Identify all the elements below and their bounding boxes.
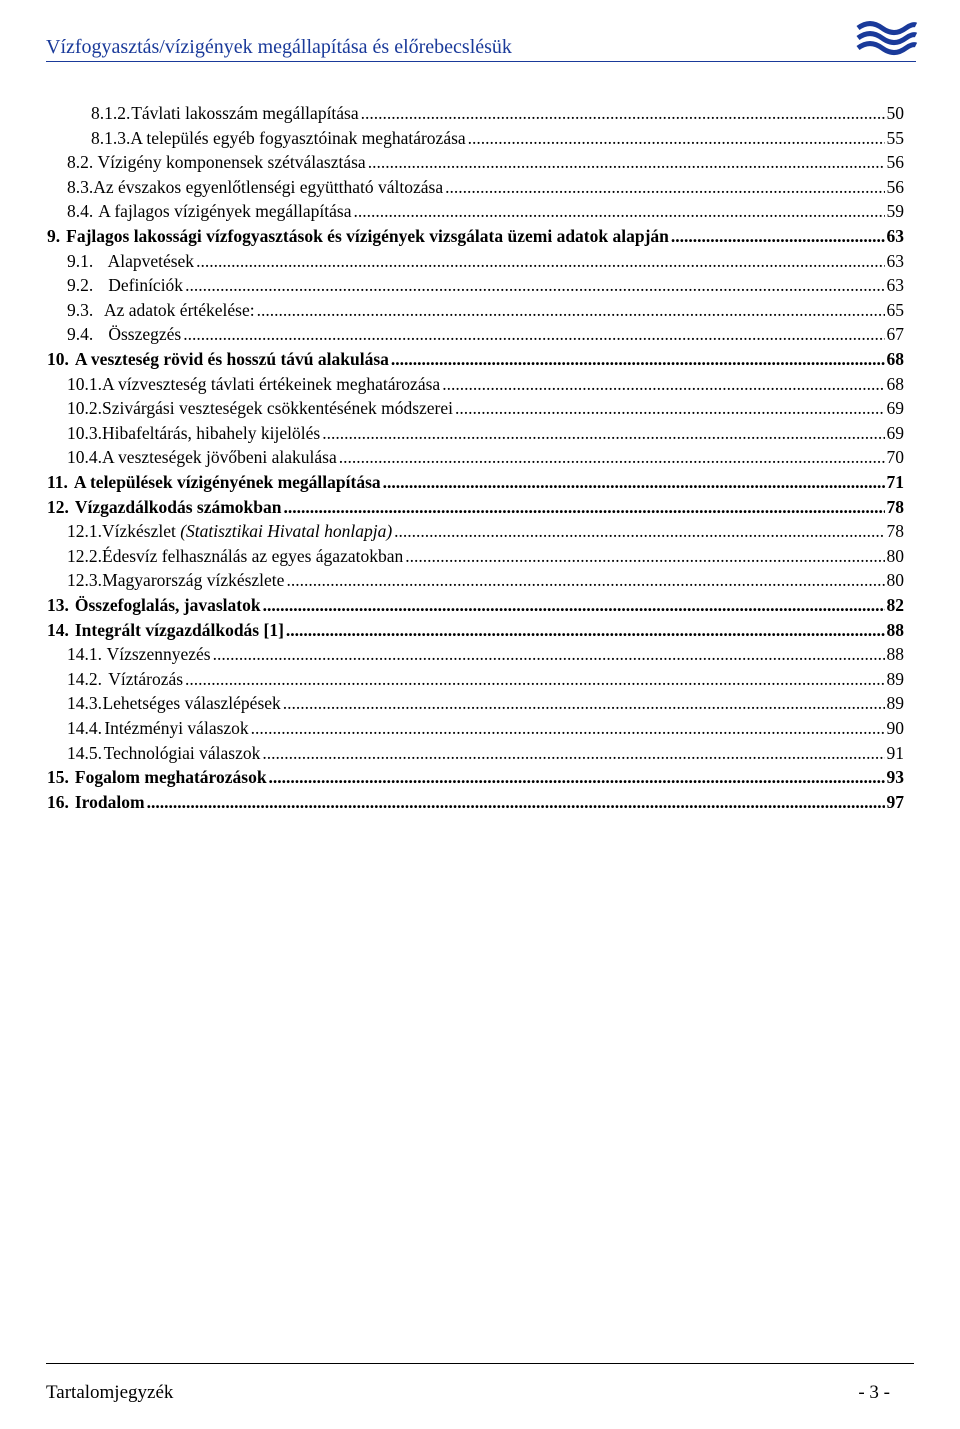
toc-dot-leader	[251, 716, 885, 740]
toc-entry-title-text: Technológiai válaszok	[103, 742, 261, 763]
toc-entry-title	[104, 298, 255, 322]
toc-entry-title	[75, 765, 267, 789]
toc-entry-number: 8.1.2.	[91, 103, 131, 123]
toc-entry[interactable]	[47, 470, 904, 494]
toc-entry-number: 14.4.	[67, 718, 102, 738]
toc-entry[interactable]	[67, 175, 904, 199]
toc-entry-page: 63	[886, 275, 904, 296]
toc-entry-number: 11.	[47, 472, 68, 492]
toc-entry-page: 89	[886, 693, 904, 714]
toc-dot-leader	[185, 667, 884, 691]
toc-entry[interactable]	[47, 224, 904, 248]
page-number: - 3 -	[858, 1382, 890, 1403]
toc-entry-number: 14.5.	[67, 742, 102, 763]
toc-entry-page: 56	[886, 152, 904, 173]
waves-icon	[856, 20, 918, 56]
toc-entry-number: 10.4.	[67, 447, 102, 468]
toc-entry-title-text: Szivárgási veszteségek csökkentésének módszerei	[102, 398, 454, 419]
toc-entry[interactable]	[67, 741, 904, 765]
toc-entry-page: 70	[886, 447, 904, 468]
toc-dot-leader	[671, 224, 885, 248]
toc-entry[interactable]	[67, 396, 904, 420]
toc-entry-number: 10.1.	[67, 373, 102, 394]
toc-entry[interactable]	[47, 495, 904, 519]
toc-dot-leader	[394, 519, 884, 543]
toc-entry[interactable]	[67, 716, 904, 740]
toc-entry[interactable]	[67, 691, 904, 715]
header-rule	[46, 61, 916, 62]
toc-entry[interactable]	[47, 618, 904, 642]
toc-dot-leader	[445, 175, 884, 199]
toc-entry[interactable]	[67, 372, 904, 396]
toc-entry-page: 67	[886, 324, 904, 345]
toc-entry-title-text: Édesvíz felhasználás az egyes ágazatokban	[102, 545, 404, 566]
toc-dot-leader	[185, 273, 884, 297]
toc-entry-title-text: Vízigény komponensek szétválasztása	[97, 152, 366, 173]
toc-entry-number: 14.	[47, 619, 69, 640]
toc-entry-number: 9.1.	[67, 250, 94, 271]
toc-entry-title	[102, 691, 280, 715]
toc-entry-page: 78	[886, 521, 904, 542]
toc-entry[interactable]	[91, 126, 904, 150]
toc-entry-number: 12.3.	[67, 570, 102, 591]
toc-dot-leader	[262, 741, 884, 765]
toc-dot-leader	[383, 470, 885, 494]
toc-entry[interactable]	[47, 790, 904, 814]
toc-entry-title-text: Irodalom	[74, 791, 145, 812]
toc-entry-title	[75, 618, 284, 642]
toc-entry-title-text: Az évszakos egyenlőtlenségi együttható változása	[93, 176, 444, 197]
toc-entry-title	[104, 741, 261, 765]
toc-entry-number: 8.4.	[67, 201, 94, 222]
toc-entry[interactable]	[91, 101, 904, 125]
toc-entry-title-text: Vízgazdálkodás számokban	[74, 496, 282, 517]
toc-entry-title-text: A település egyéb fogyasztóinak meghatározása	[130, 127, 466, 148]
toc-entry-page: 65	[886, 299, 904, 320]
toc-entry-title	[104, 716, 248, 740]
toc-entry-number: 14.2.	[67, 668, 102, 689]
toc-entry-number: 10.2.	[67, 398, 102, 419]
toc-entry-title-text: A fajlagos vízigények megállapítása	[98, 201, 352, 222]
toc-entry-title	[93, 175, 443, 199]
toc-entry-page: 80	[886, 570, 904, 591]
toc-entry-title-text: A vízveszteség távlati értékeinek meghatározása	[102, 373, 441, 394]
toc-entry-title	[108, 667, 183, 691]
toc-entry[interactable]	[67, 322, 904, 346]
toc-entry-title-text: Az adatok értékelése:	[104, 299, 255, 320]
toc-dot-leader	[263, 593, 885, 617]
toc-entry-title	[102, 396, 453, 420]
toc-entry-title-text: Hibafeltárás, hibahely kijelölés	[102, 422, 321, 443]
toc-entry-page: 78	[886, 496, 904, 517]
toc-entry-number: 15.	[47, 767, 69, 788]
toc-entry[interactable]	[47, 347, 904, 371]
toc-entry-title-text: Víztározás	[108, 668, 184, 689]
toc-dot-leader	[257, 298, 885, 322]
toc-entry-page: 71	[886, 472, 904, 492]
toc-entry[interactable]	[67, 273, 904, 297]
toc-entry-page: 88	[886, 619, 904, 640]
toc-entry-page: 91	[886, 742, 904, 763]
toc-entry-page: 68	[886, 349, 904, 369]
toc-entry-title	[75, 593, 261, 617]
toc-entry-number: 14.3.	[67, 693, 102, 714]
toc-entry-title-text: Fogalom meghatározások	[74, 767, 267, 788]
toc-entry-number: 8.2.	[67, 152, 94, 173]
toc-entry-title-text: Definíciók	[108, 275, 184, 296]
toc-entry[interactable]	[67, 298, 904, 322]
toc-entry-title-text: Vízszennyezés	[106, 644, 211, 665]
toc-entry-number: 12.	[47, 496, 69, 517]
toc-entry-number: 14.1.	[67, 644, 102, 665]
toc-entry-title	[66, 224, 669, 248]
toc-entry-page: 59	[886, 201, 904, 222]
toc-entry-number: 13.	[47, 595, 69, 615]
toc-entry-title	[102, 421, 320, 445]
toc-dot-leader	[269, 765, 885, 789]
toc-entry-title-text: A veszteség rövid és hosszú távú alakulása	[74, 349, 389, 369]
toc-entry-title-text: Összegzés	[108, 324, 182, 345]
toc-entry[interactable]	[67, 199, 904, 223]
toc-entry-page: 63	[886, 250, 904, 271]
toc-entry[interactable]	[47, 593, 904, 617]
toc-dot-leader	[286, 568, 884, 592]
toc-dot-leader	[339, 445, 885, 469]
toc-entry[interactable]	[47, 765, 904, 789]
toc-dot-leader	[353, 199, 884, 223]
toc-entry-title	[108, 273, 183, 297]
toc-dot-leader	[147, 790, 885, 814]
footer-section-label: Tartalomjegyzék	[46, 1382, 174, 1403]
toc-entry-page: 69	[886, 422, 904, 443]
toc-dot-leader	[442, 372, 884, 396]
toc-entry-title	[102, 445, 337, 469]
toc-dot-leader	[196, 249, 884, 273]
toc-entry-number: 9.4.	[67, 324, 94, 345]
toc-entry-title-text: Integrált vízgazdálkodás [1]	[74, 619, 284, 640]
page-footer	[46, 1363, 914, 1404]
toc-entry[interactable]	[67, 544, 904, 568]
toc-entry-title-text: Fajlagos lakossági vízfogyasztások és vízigények vizsgálata üzemi adatok alapján	[66, 226, 669, 246]
toc-entry-page: 55	[886, 127, 904, 148]
toc-entry-title-text: Lehetséges válaszlépések	[102, 693, 281, 714]
toc-entry-page: 56	[886, 176, 904, 197]
toc-entry-title	[102, 544, 403, 568]
header-title: Vízfogyasztás/vízigények megállapítása és előrebecslésük	[46, 36, 512, 58]
toc-dot-leader	[405, 544, 884, 568]
toc-entry-page: 50	[886, 103, 904, 123]
toc-entry-title	[102, 372, 440, 396]
toc-entry-page: 90	[886, 718, 904, 738]
toc-dot-leader	[322, 421, 884, 445]
toc-dot-leader	[455, 396, 884, 420]
toc-entry-page: 69	[886, 398, 904, 419]
toc-entry-title	[75, 495, 282, 519]
toc-entry-title-text: A települések vízigényének megállapítása	[73, 472, 381, 492]
toc-entry-title	[107, 642, 211, 666]
toc-entry-number: 16.	[47, 791, 69, 812]
toc-entry-title	[74, 470, 381, 494]
toc-entry-page: 88	[886, 644, 904, 665]
toc-dot-leader	[283, 691, 885, 715]
toc-entry-page: 68	[886, 373, 904, 394]
page-header	[46, 28, 914, 62]
toc-entry[interactable]	[67, 667, 904, 691]
toc-entry-page: 80	[886, 545, 904, 566]
toc-entry-title	[75, 347, 389, 371]
toc-entry-title	[108, 322, 181, 346]
toc-entry-page: 89	[886, 668, 904, 689]
toc-entry-title	[75, 790, 145, 814]
toc-entry-title	[131, 101, 358, 125]
toc-entry-number: 12.1.	[67, 521, 102, 542]
toc-entry-number: 9.2.	[67, 275, 94, 296]
toc-entry-title-text: Összefoglalás, javaslatok	[74, 595, 261, 615]
toc-entry-number: 9.	[47, 226, 61, 246]
toc-entry-number: 10.	[47, 349, 69, 369]
toc-entry-page: 93	[886, 767, 904, 788]
toc-dot-leader	[213, 642, 885, 666]
toc-entry-number: 8.3.	[67, 176, 94, 197]
toc-entry-number: 9.3.	[67, 299, 94, 320]
toc-entry[interactable]	[67, 519, 904, 543]
toc-entry[interactable]	[67, 445, 904, 469]
toc-entry-title	[97, 150, 365, 174]
toc-entry-title-text: Távlati lakosszám megállapítása	[131, 103, 359, 123]
toc-entry-title-text: Magyarország vízkészlete	[102, 570, 285, 591]
toc-dot-leader	[183, 322, 884, 346]
toc-entry-title	[108, 249, 195, 273]
toc-entry-number: 12.2.	[67, 545, 102, 566]
toc-entry-number: 8.1.3.	[91, 127, 131, 148]
toc-entry-title-text: A veszteségek jövőbeni alakulása	[102, 447, 337, 468]
toc-entry-title	[102, 568, 284, 592]
toc-entry-number: 10.3.	[67, 422, 102, 443]
toc-entry-page: 63	[886, 226, 904, 246]
toc-entry-page: 97	[886, 791, 904, 812]
toc-entry-page: 82	[886, 595, 904, 615]
toc-entry[interactable]	[67, 249, 904, 273]
toc-dot-leader	[391, 347, 885, 371]
toc-dot-leader	[368, 150, 885, 174]
toc-entry[interactable]	[67, 568, 904, 592]
toc-entry[interactable]	[67, 421, 904, 445]
toc-entry-title-text: Alapvetések	[107, 250, 195, 271]
toc-dot-leader	[361, 101, 885, 125]
toc-entry-title-text: Intézményi válaszok	[104, 718, 249, 738]
toc-entry-title	[130, 126, 465, 150]
toc-entry-title-italic: (Statisztikai Hivatal honlapja)	[180, 521, 393, 542]
toc-dot-leader	[286, 618, 885, 642]
toc-entry-title	[102, 519, 392, 543]
toc-entry[interactable]	[67, 150, 904, 174]
toc-dot-leader	[468, 126, 885, 150]
toc-dot-leader	[284, 495, 885, 519]
toc-entry[interactable]	[67, 642, 904, 666]
toc-entry-title-text: Vízkészlet	[102, 521, 181, 542]
toc-entry-title	[98, 199, 351, 223]
